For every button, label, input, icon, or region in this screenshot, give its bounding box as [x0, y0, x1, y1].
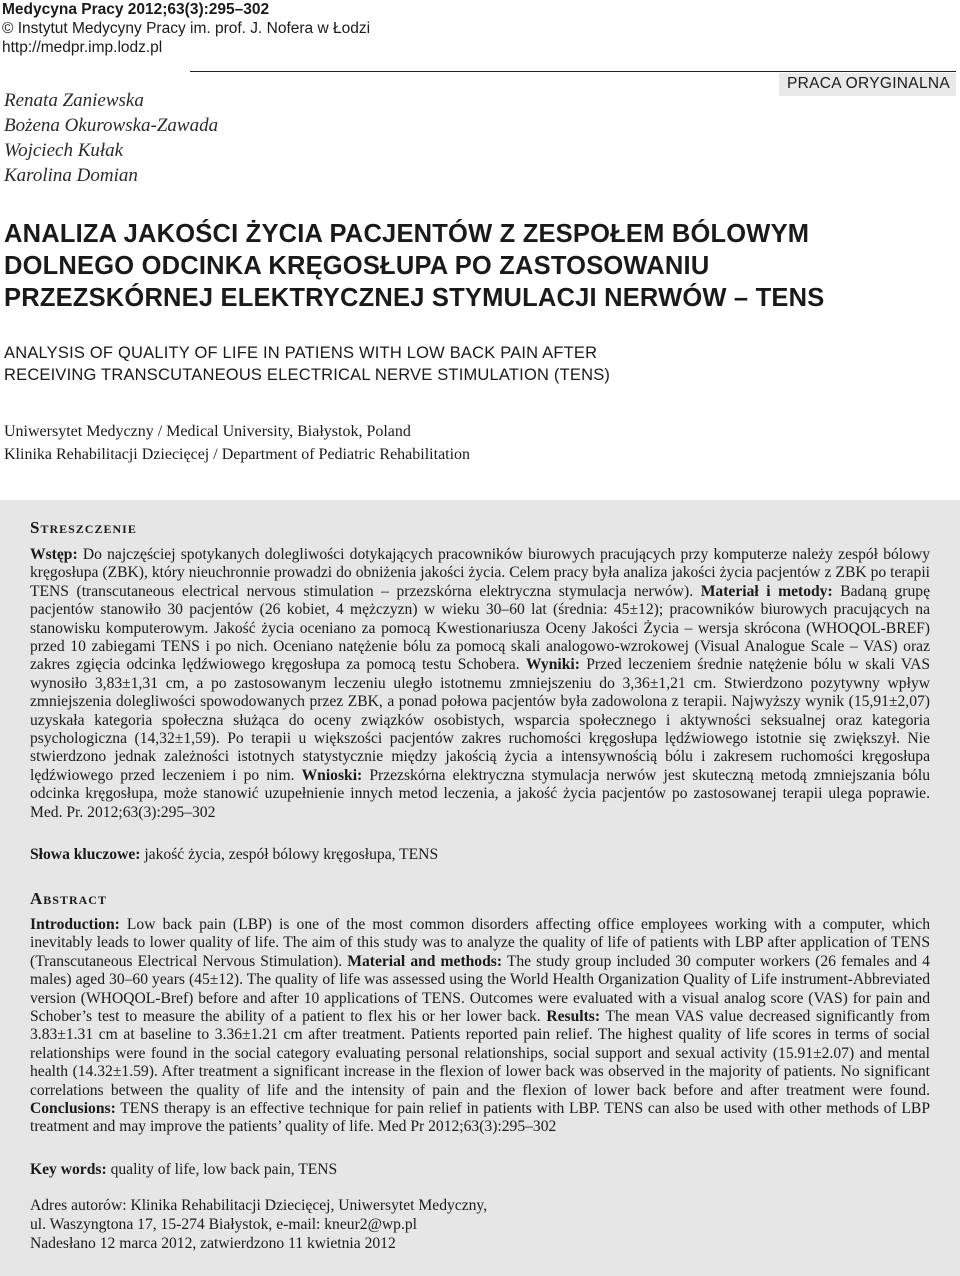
journal-title: Medycyna Pracy 2012;63(3):295–302: [2, 1, 270, 18]
journal-publisher: © Instytut Medycyny Pracy im. prof. J. Nofera w Łodzi: [2, 20, 371, 37]
address-line: ul. Waszyngtona 17, 15-274 Białystok, e-mail: kneur2@wp.pl: [30, 1216, 418, 1233]
journal-url[interactable]: http://medpr.imp.lodz.pl: [2, 39, 163, 56]
submission-dates: Nadesłano 12 marca 2012, zatwierdzono 11 kwietnia 2012: [30, 1235, 396, 1252]
address-line: Adres autorów: Klinika Rehabilitacji Dziecięcej, Uniwersytet Medyczny,: [30, 1197, 488, 1214]
streszczenie-heading: Streszczenie: [30, 518, 137, 537]
article-title-en: [4, 342, 944, 386]
label-material: Materiał i metody:: [700, 582, 833, 600]
keywords-pl: [30, 845, 438, 864]
affiliations: [4, 420, 470, 466]
label-wstep: Wstęp:: [30, 546, 78, 563]
abstract-body: [30, 916, 930, 1137]
keywords-en-text: quality of life, low back pain, TENS: [106, 1161, 338, 1178]
text-conclusions: TENS therapy is an effective technique for pain relief in patients with LBP. TENS can also be used with other methods of LBP treatment and may improve the patients’ quality of life. Med Pr 2012;63(3):295–302: [30, 1100, 930, 1136]
title-en-line: ANALYSIS OF QUALITY OF LIFE IN PATIENS WITH LOW BACK PAIN AFTER: [4, 344, 598, 362]
title-en-line: RECEIVING TRANSCUTANEOUS ELECTRICAL NERVE STIMULATION (TENS): [4, 366, 611, 384]
journal-header: [2, 0, 370, 57]
label-conclusions: Conclusions:: [30, 1100, 116, 1118]
label-methods: Material and methods:: [347, 952, 503, 970]
author: Wojciech Kułak: [4, 140, 124, 161]
text-introduction: Low back pain (LBP) is one of the most common disorders affecting office employees working with a computer, which inevitably leads to lower quality of life. The aim of this study was to analyze the quality of life of patients with LBP after application of TENS (Transcutaneous Electrical Nervous Stimulation).: [30, 916, 930, 970]
keywords-pl-text: jakość życia, zespół bólowy kręgosłupa, TENS: [140, 846, 439, 863]
header-rule: [190, 71, 956, 72]
author-address: [30, 1196, 487, 1253]
abstract-heading: Abstract: [30, 889, 107, 908]
author-list: [4, 88, 218, 188]
author: Bożena Okurowska-Zawada: [4, 115, 219, 136]
text-wyniki: Przed leczeniem średnie natężenie bólu w skali VAS wynosiło 3,83±1,31 cm, a po zastosowanym leczeniu uległo istotnemu zmniejszeniu do 3,36±1,21 cm. Stwierdzono pozytywny wpływ zmniejszenia dolegliwości spowodowanych przez ZBK, a ponad połowa pacjentów była zadowolona z terapii. Najwyższy wynik (15,91±2,07) uzyskała kategoria społeczna służąca do oceny związków osobistych, wsparcia społecznego i aktywności seksualnej oraz kategoria psychologiczna (14,32±1,59). Po terapii u większości pacjentów zakres ruchomości kręgosłupa lędźwiowego istotnie się zwiększył. Nie stwierdzono jednak zależności istotnych statystycznie między jakością życia a intensywnością bólu i zakresem ruchomości kręgosłupa lędźwiowego przed leczeniem i po nim.: [30, 656, 931, 784]
author: Karolina Domian: [4, 165, 138, 186]
label-wyniki: Wyniki:: [525, 656, 580, 674]
text-wnioski: Przezskórna elektryczna stymulacja nerwów jest skuteczną metodą zmniejszania bólu odcinka kręgosłupa, może stanowić uzupełnienie innych metod leczenia, a jakość życia pacjentów po zastosowanej terapii ulega poprawie. Med. Pr. 2012;63(3):295–302: [30, 766, 931, 821]
keywords-pl-label: Słowa kluczowe:: [30, 846, 141, 863]
title-pl-line: PRZEZSKÓRNEJ ELEKTRYCZNEJ STYMULACJI NERWÓW – TENS: [4, 284, 825, 312]
keywords-en: [30, 1160, 337, 1179]
streszczenie-body: [30, 546, 930, 822]
label-introduction: Introduction:: [30, 916, 120, 933]
text-wstep: Do najczęściej spotykanych dolegliwości dotykających pracowników biurowych pracujących przy komputerze należy zespół bólowy kręgosłupa (ZBK), który nieuchronnie prowadzi do obniżenia jakości życia. Celem pracy była analiza jakości życia pacjentów z ZBK po terapii TENS (transcutaneous electrical nervous stimulation – przezskórna elektryczna stymulacja nerwów).: [30, 546, 930, 600]
text-material: Badaną grupę pacjentów stanowiło 30 pacjentów (26 kobiet, 4 mężczyzn) w wieku 30–60 lat (średnia: 45±12); pracowników biurowych pracujących na stanowisku komputerowym. Jakość życia oceniano za pomocą Kwestionariusza Oceny Jakości Życia – wersja skrócona (WHOQOL-BREF) przed 10 zabiegami TENS i po nich. Oceniano natężenie bólu za pomocą skali analogowo-wzrokowej (Visual Analogue Scale – VAS) oraz zakres zgięcia odcinka lędźwiowego kręgosłupa za pomocą testu Schobera.: [30, 582, 930, 674]
author: Renata Zaniewska: [4, 90, 144, 111]
affiliation-university: Uniwersytet Medyczny / Medical University, Białystok, Poland: [4, 423, 411, 440]
keywords-en-label: Key words:: [30, 1161, 107, 1178]
text-results: The mean VAS value decreased significantly from 3.83±1.31 cm at baseline to 3.36±1.21 cm after treatment. Patients reported pain relief. The highest quality of life scores in terms of social relationships were found in the social category evaluating personal relationships, social support and sexual activity (15.91±2.07) and mental health (14.32±1.59). After treatment a significant increase in the flexion of lower back was observed in the majority of patients. No significant correlations between the quality of life and the intensity of pain and the flexion of lower back before and after treatment were found.: [30, 1008, 930, 1099]
article-type-badge: PRACA ORYGINALNA: [779, 73, 956, 96]
text-methods: The study group included 30 computer workers (26 females and 4 males) aged 30–60 years (45±12). The quality of life was assessed using the World Health Organization Quality of Life instrument-Abbreviated version (WHOQOL-Bref) before and after 10 applications of TENS. Outcomes were evaluated with a visual analog score (VAS) for pain and Schober’s test to measure the ability of a patient to flex his or her lower back.: [30, 952, 930, 1026]
title-pl-line: DOLNEGO ODCINKA KRĘGOSŁUPA PO ZASTOSOWANIU: [4, 252, 710, 280]
title-pl-line: ANALIZA JAKOŚCI ŻYCIA PACJENTÓW Z ZESPOŁEM BÓLOWYM: [4, 220, 810, 248]
affiliation-department: Klinika Rehabilitacji Dziecięcej / Department of Pediatric Rehabilitation: [4, 446, 471, 463]
article-title-pl: [4, 218, 944, 314]
label-results: Results:: [546, 1008, 601, 1026]
label-wnioski: Wnioski:: [301, 766, 363, 784]
